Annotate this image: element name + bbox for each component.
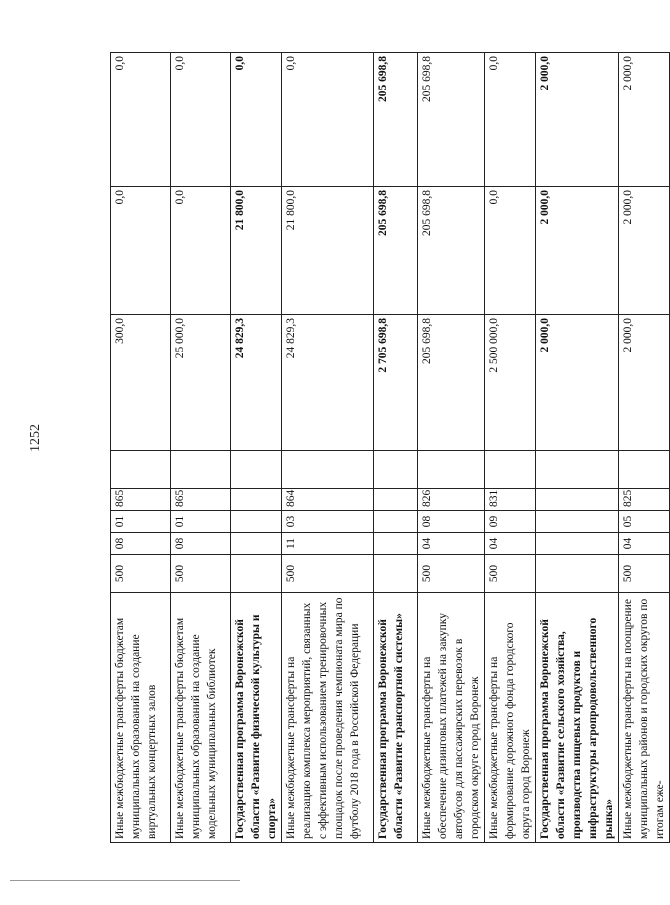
- amount-cell-2: 2 000,0: [619, 187, 670, 315]
- program-row: [231, 53, 282, 843]
- table-row: [282, 53, 374, 843]
- description-cell: Иные межбюджетные трансферты на обеспечение дизинговых платежей на закупку автобусов для пассажирских перевозок в городском округе город Воронеж: [418, 593, 485, 843]
- code-cell-2: 11: [282, 533, 374, 555]
- amount-cell-2: 0,0: [171, 187, 231, 315]
- code-cell-4: 831: [485, 489, 536, 511]
- code-cell-4: 865: [111, 489, 171, 511]
- budget-table: [110, 52, 670, 843]
- amount-cell-1: 2 705 698,8: [374, 315, 418, 451]
- code-cell-2: 04: [485, 533, 536, 555]
- table-row: [619, 53, 670, 843]
- spacer-cell: [619, 451, 670, 489]
- code-cell-2: 08: [111, 533, 171, 555]
- amount-cell-3: 205 698,8: [374, 53, 418, 187]
- spacer-cell: [231, 451, 282, 489]
- amount-cell-2: 21 800,0: [231, 187, 282, 315]
- spacer-cell: [418, 451, 485, 489]
- code-cell-3: [231, 511, 282, 533]
- code-cell-2: 04: [619, 533, 670, 555]
- description-cell: Иные межбюджетные трансферты на формирование дорожного фонда городского округа город Воронеж: [485, 593, 536, 843]
- table-row: [111, 53, 171, 843]
- code-cell-3: 08: [418, 511, 485, 533]
- description-cell: Иные межбюджетные трансферты на реализацию комплекса мероприятий, связанных с эффективным использованием тренировочных площадок после проведения чемпионата мира по футболу 2018 года в Российской Федерации: [282, 593, 374, 843]
- spacer-cell: [171, 451, 231, 489]
- amount-cell-1: 24 829,3: [231, 315, 282, 451]
- code-cell-2: [231, 533, 282, 555]
- amount-cell-2: 0,0: [485, 187, 536, 315]
- code-cell-1: [231, 555, 282, 593]
- spacer-cell: [111, 451, 171, 489]
- code-cell-3: 01: [111, 511, 171, 533]
- description-cell: Иные межбюджетные трансферты на поощрение муниципальных районов и городских округов по итогам еже-: [619, 593, 670, 843]
- code-cell-3: 05: [619, 511, 670, 533]
- code-cell-1: 500: [171, 555, 231, 593]
- spacer-cell: [536, 451, 619, 489]
- code-cell-2: [536, 533, 619, 555]
- page-number: 1252: [28, 424, 43, 452]
- spacer-cell: [485, 451, 536, 489]
- amount-cell-1: 205 698,8: [418, 315, 485, 451]
- amount-cell-2: 21 800,0: [282, 187, 374, 315]
- amount-cell-3: 2 000,0: [536, 53, 619, 187]
- code-cell-2: 04: [418, 533, 485, 555]
- amount-cell-1: 24 829,3: [282, 315, 374, 451]
- table-row: [171, 53, 231, 843]
- amount-cell-1: 2 000,0: [536, 315, 619, 451]
- rotated-page: [110, 53, 666, 843]
- code-cell-4: 825: [619, 489, 670, 511]
- code-cell-3: 09: [485, 511, 536, 533]
- amount-cell-3: 0,0: [485, 53, 536, 187]
- footer-divider: [10, 880, 240, 881]
- description-cell: Иные межбюджетные трансферты бюджетам муниципальных образований на создание модельных муниципальных библиотек: [171, 593, 231, 843]
- amount-cell-3: 0,0: [282, 53, 374, 187]
- description-cell: Государственная программа Воронежской области «Развитие транспортной системы»: [374, 593, 418, 843]
- code-cell-4: 864: [282, 489, 374, 511]
- amount-cell-2: 2 000,0: [536, 187, 619, 315]
- table-row: [418, 53, 485, 843]
- description-cell: Иные межбюджетные трансферты бюджетам муниципальных образований на создание виртуальных концертных залов: [111, 593, 171, 843]
- description-cell: Государственная программа Воронежской области «Развитие сельского хозяйства, производства пищевых продуктов и инфраструктуры агропродовольственного рынка»: [536, 593, 619, 843]
- code-cell-1: 500: [282, 555, 374, 593]
- code-cell-4: [536, 489, 619, 511]
- table-body: [111, 53, 670, 843]
- code-cell-4: [231, 489, 282, 511]
- amount-cell-2: 205 698,8: [374, 187, 418, 315]
- amount-cell-3: 0,0: [111, 53, 171, 187]
- amount-cell-1: 2 500 000,0: [485, 315, 536, 451]
- amount-cell-3: 0,0: [171, 53, 231, 187]
- program-row: [536, 53, 619, 843]
- amount-cell-1: 300,0: [111, 315, 171, 451]
- code-cell-4: 826: [418, 489, 485, 511]
- code-cell-3: [536, 511, 619, 533]
- amount-cell-1: 2 000,0: [619, 315, 670, 451]
- code-cell-1: [536, 555, 619, 593]
- amount-cell-3: 205 698,8: [418, 53, 485, 187]
- amount-cell-2: 205 698,8: [418, 187, 485, 315]
- amount-cell-3: 0,0: [231, 53, 282, 187]
- code-cell-1: 500: [485, 555, 536, 593]
- code-cell-2: [374, 533, 418, 555]
- amount-cell-3: 2 000,0: [619, 53, 670, 187]
- amount-cell-2: 0,0: [111, 187, 171, 315]
- program-row: [374, 53, 418, 843]
- spacer-cell: [282, 451, 374, 489]
- code-cell-3: 03: [282, 511, 374, 533]
- code-cell-2: 08: [171, 533, 231, 555]
- code-cell-4: [374, 489, 418, 511]
- code-cell-1: 500: [111, 555, 171, 593]
- amount-cell-1: 25 000,0: [171, 315, 231, 451]
- code-cell-1: 500: [418, 555, 485, 593]
- code-cell-3: 01: [171, 511, 231, 533]
- code-cell-3: [374, 511, 418, 533]
- code-cell-1: [374, 555, 418, 593]
- table-row: [485, 53, 536, 843]
- description-cell: Государственная программа Воронежской области «Развитие физической культуры и спорта»: [231, 593, 282, 843]
- spacer-cell: [374, 451, 418, 489]
- code-cell-1: 500: [619, 555, 670, 593]
- code-cell-4: 865: [171, 489, 231, 511]
